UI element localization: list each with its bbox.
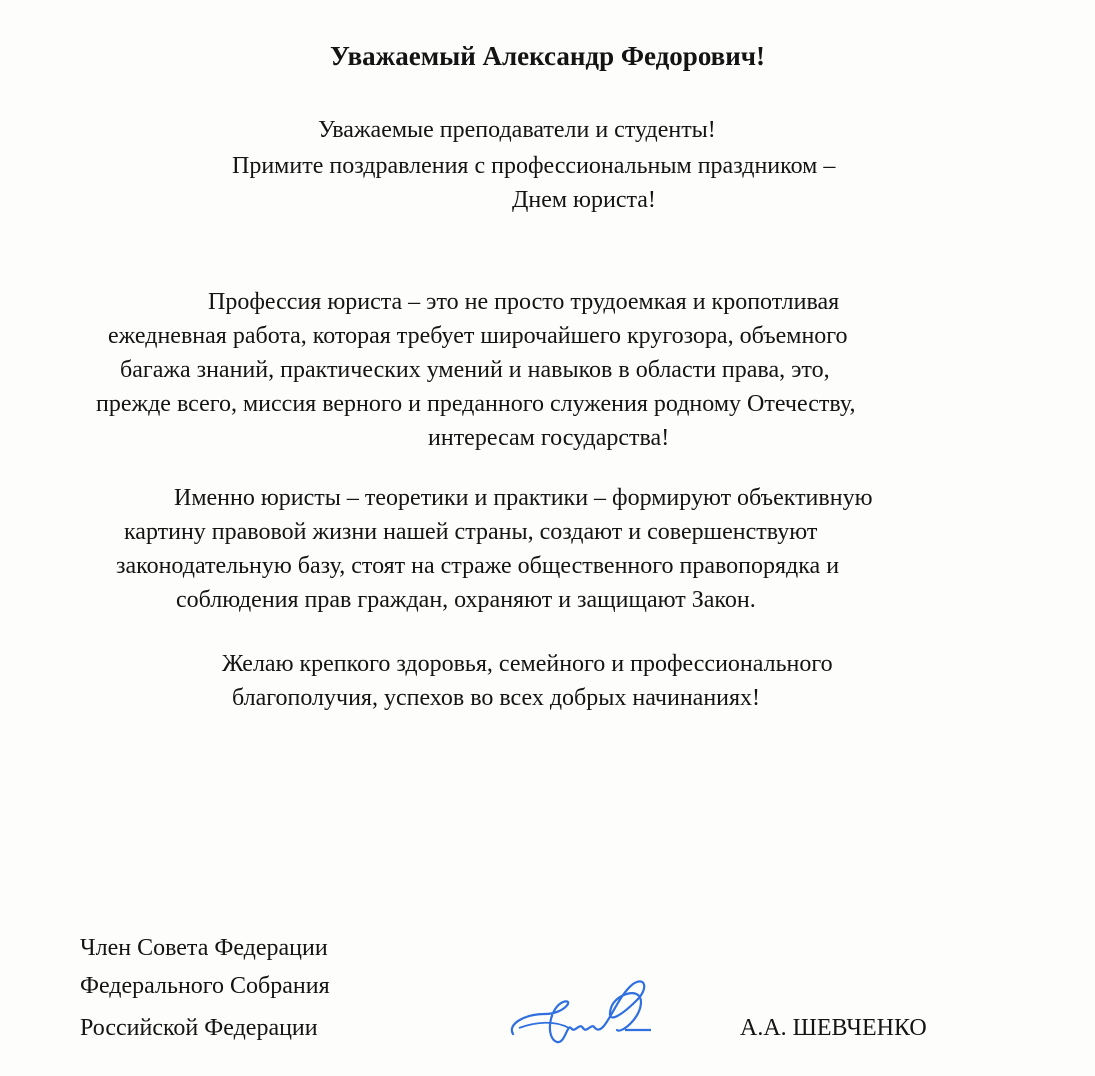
paragraph-line: багажа знаний, практических умений и навыков в области права, это, (120, 357, 830, 383)
paragraph-line: интересам государства! (428, 425, 670, 451)
signer-position-line: Член Совета Федерации (80, 935, 328, 961)
paragraph-line: ежедневная работа, которая требует широчайшего кругозора, объемного (108, 323, 848, 349)
paragraph-line: Профессия юриста – это не просто трудоемкая и кропотливая (208, 289, 840, 315)
paragraph-line: Желаю крепкого здоровья, семейного и профессионального (222, 651, 833, 677)
paragraph-line: Именно юристы – теоретики и практики – формируют объективную (174, 485, 873, 511)
paragraph-line: картину правовой жизни нашей страны, создают и совершенствуют (124, 519, 818, 545)
greeting-line: Уважаемые преподаватели и студенты! (318, 117, 716, 143)
greeting-line: Примите поздравления с профессиональным праздником – (232, 153, 836, 179)
signer-name: А.А. ШЕВЧЕНКО (740, 1015, 927, 1041)
greeting-line: Днем юриста! (512, 187, 656, 213)
salutation: Уважаемый Александр Федорович! (330, 41, 766, 71)
paragraph-line: прежде всего, миссия верного и преданного служения родному Отечеству, (96, 391, 856, 417)
paragraph-line: законодательную базу, стоят на страже общественного правопорядка и (116, 553, 840, 579)
paragraph-line: благополучия, успехов во всех добрых начинаниях! (232, 685, 761, 711)
signer-position-line: Федерального Собрания (80, 973, 330, 999)
signer-position-line: Российской Федерации (80, 1015, 318, 1041)
paragraph-line: соблюдения прав граждан, охраняют и защищают Закон. (176, 587, 756, 613)
handwritten-signature (505, 968, 655, 1048)
